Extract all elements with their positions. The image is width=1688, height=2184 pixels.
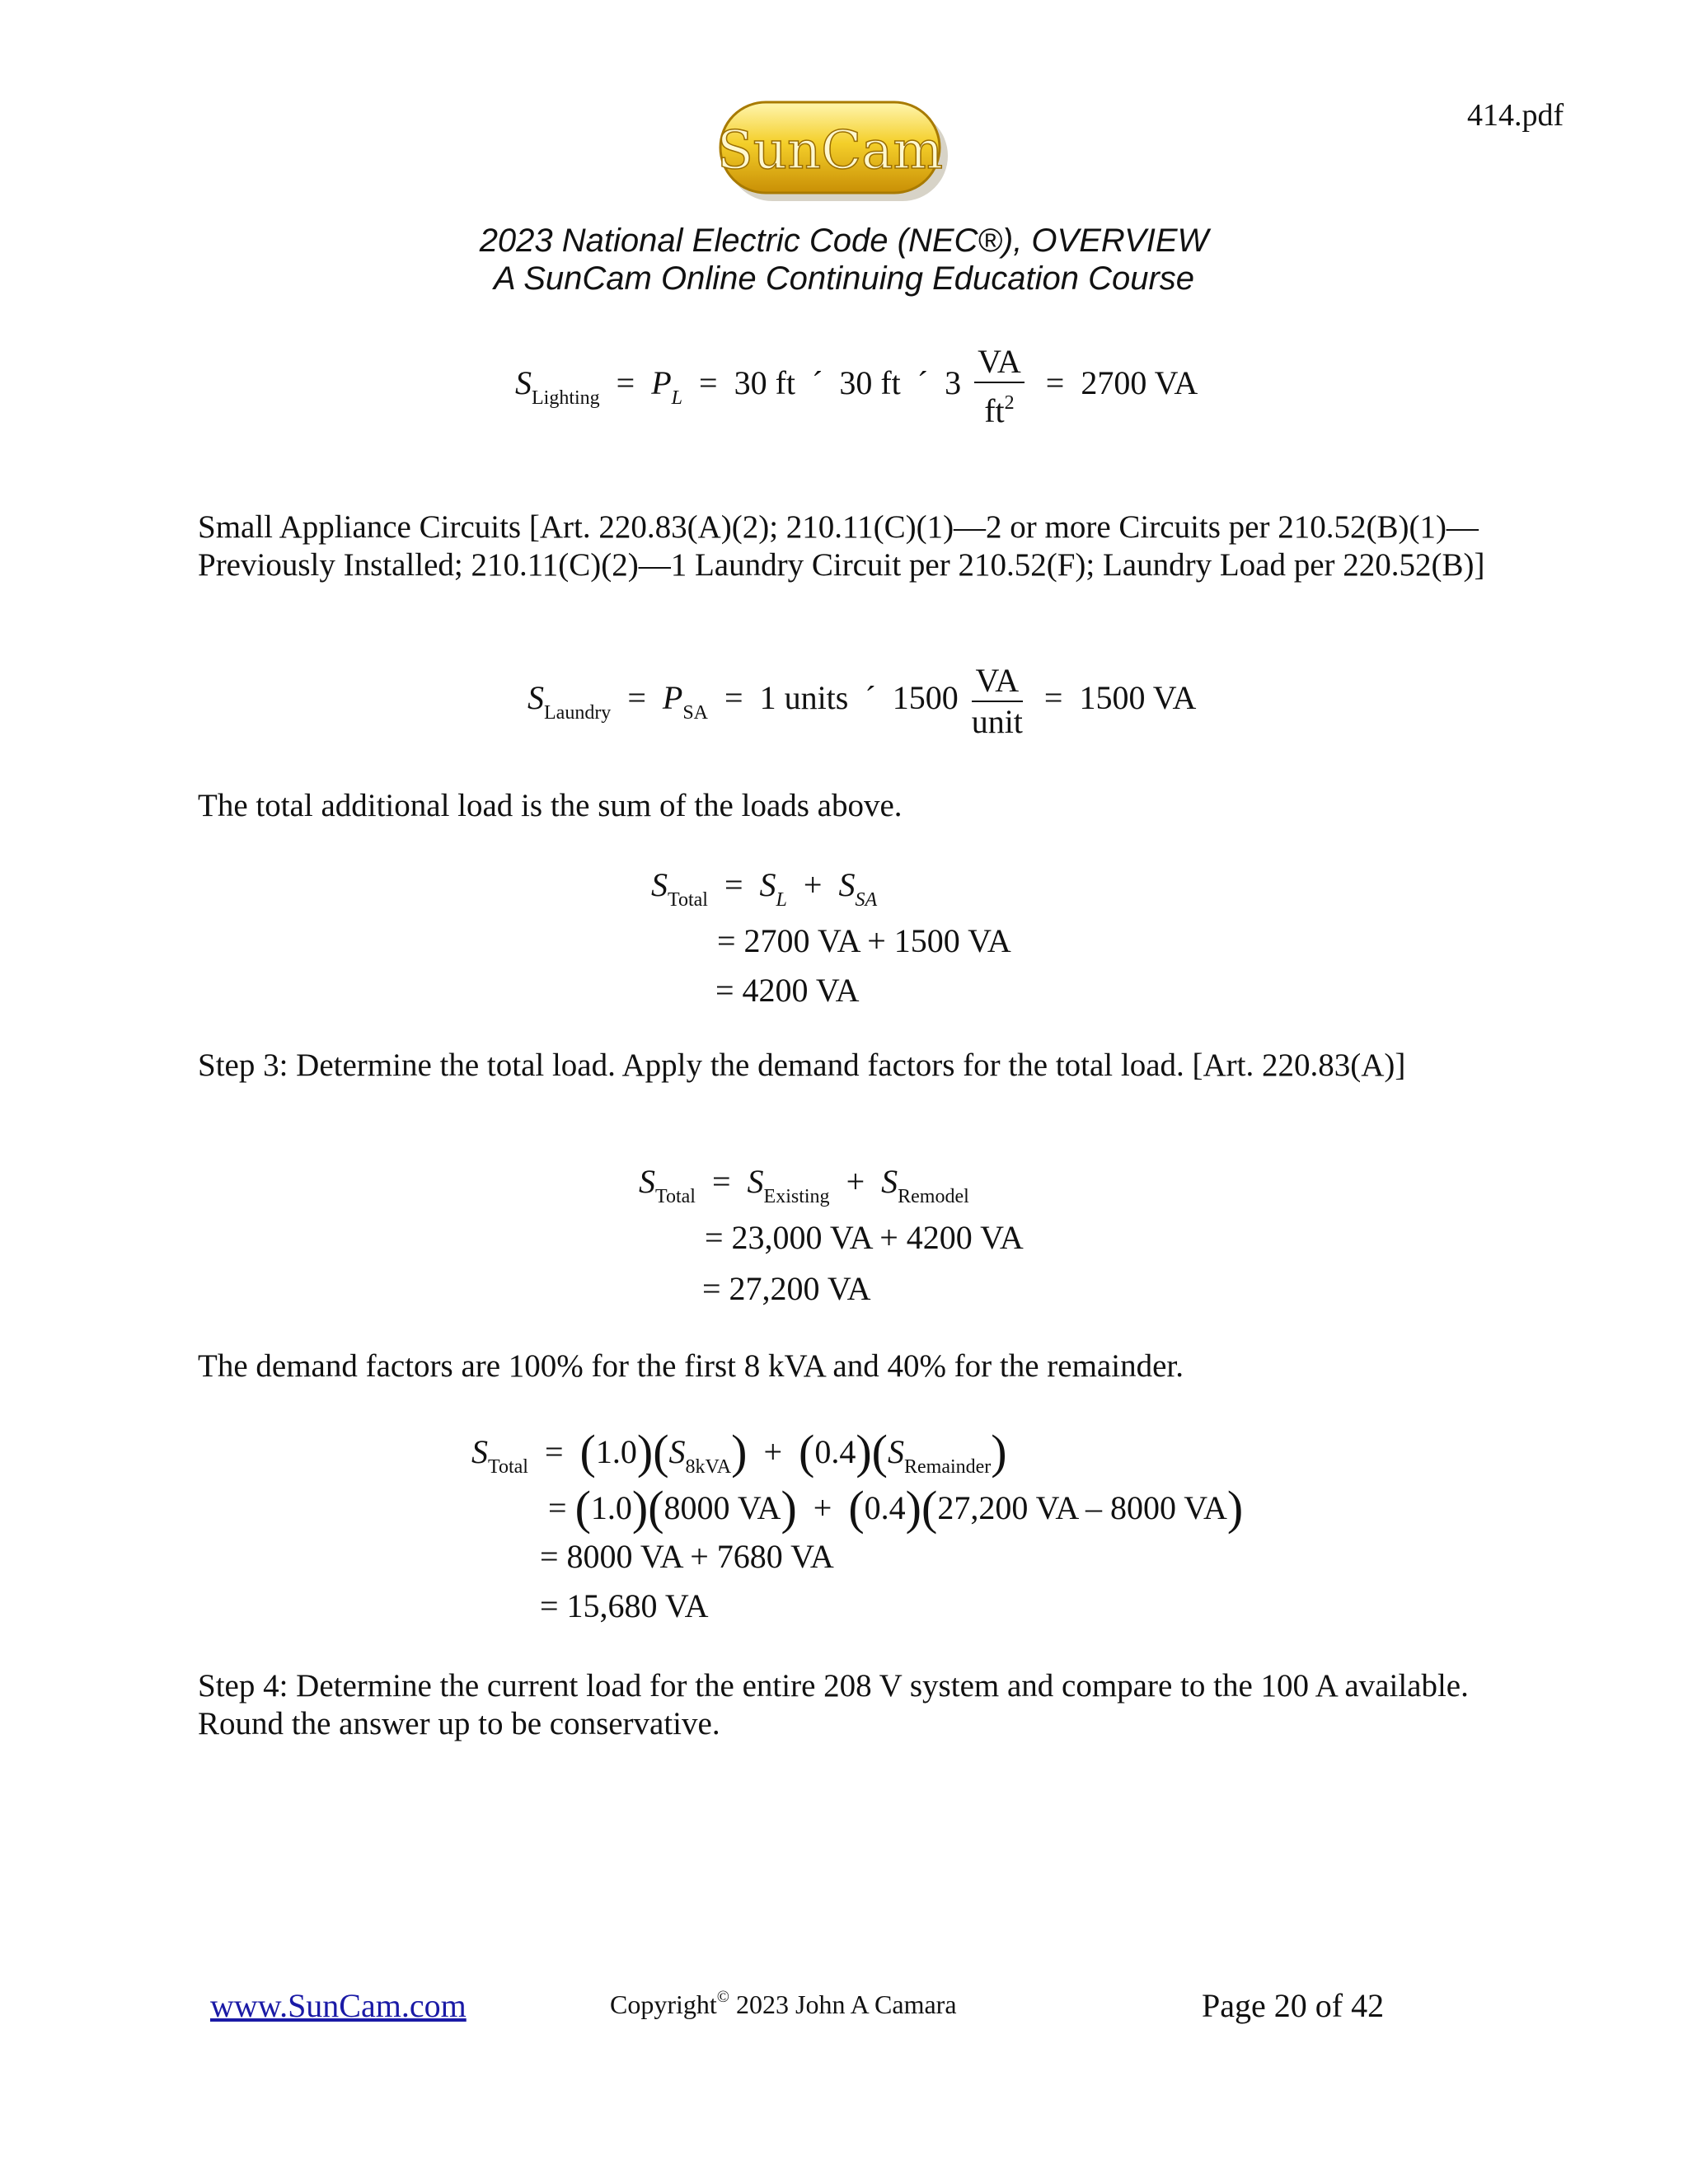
copyright-notice: Copyright© 2023 John A Camara (610, 1988, 957, 2019)
step3-equation-line1: $S_{Total} = S_{Existing} + S_{Remodel}$ (639, 1163, 969, 1207)
demand-equation-line4: = 15,680 VA (540, 1587, 709, 1624)
page-number: Page 20 of 42 (1202, 1987, 1385, 2024)
logo-text: SunCam (717, 120, 944, 181)
suncam-website-link[interactable]: www.SunCam.com (210, 1987, 467, 2024)
file-name: 414.pdf (1467, 98, 1564, 133)
total-additional-equation-line1: $S_{Total} = S_L + S_{SA}$ (651, 866, 878, 911)
demand-factors-paragraph: The demand factors are 100% for the first 8 kVA and 40% for the remainder. (198, 1348, 1184, 1384)
step4-paragraph: Step 4: Determine the current load for the entire 208 V system and compare to the 100 A available. Round the answer up to be conservative. (198, 1668, 1469, 1741)
course-subtitle: A SunCam Online Continuing Education Course (493, 260, 1195, 297)
demand-equation-line2: = (1.0)(8000 VA) + (0.4)(27,200 VA – 8000 VA) (548, 1481, 1244, 1535)
total-additional-equation-line2: = 2700 VA + 1500 VA (717, 922, 1011, 959)
demand-equation-line3: = 8000 VA + 7680 VA (540, 1538, 834, 1575)
course-title: 2023 National Electric Code (NEC®), OVERVIEW (479, 223, 1209, 259)
step3-equation-line2: = 23,000 VA + 4200 VA (705, 1219, 1024, 1256)
small-appliance-paragraph: Small Appliance Circuits [Art. 220.83(A)(2); 210.11(C)(1)—2 or more Circuits per 210.52(B)(1)—Previously Installed; 210.11(C)(2)—1 Laundry Circuit per 210.52(F); Laundry Load per 220.52(B)] (198, 509, 1485, 583)
suncam-logo (717, 99, 952, 204)
laundry-equation: $S_{Laundry} = P_{SA} = 1$ units ´ 1500 $\frac{VA}{\text{unit}}$ = 1500 VA (528, 662, 1197, 740)
demand-equation-line1: $S_{Total} = (1.0)(S_{8kVA}) + (0.4)(S_{Remainder})$ (471, 1425, 1007, 1479)
total-additional-paragraph: The total additional load is the sum of the loads above. (198, 788, 903, 823)
lighting-equation: $S_{Lighting} = P_L = 30$ ft ´ 30 ft ´ 3 $\frac{VA}{ft^2}$ = 2700 VA (515, 343, 1198, 429)
total-additional-equation-line3: = 4200 VA (715, 972, 860, 1009)
step3-equation-line3: = 27,200 VA (702, 1270, 871, 1307)
step3-paragraph: Step 3: Determine the total load. Apply the demand factors for the total load. [Art. 220.83(A)] (198, 1047, 1406, 1083)
